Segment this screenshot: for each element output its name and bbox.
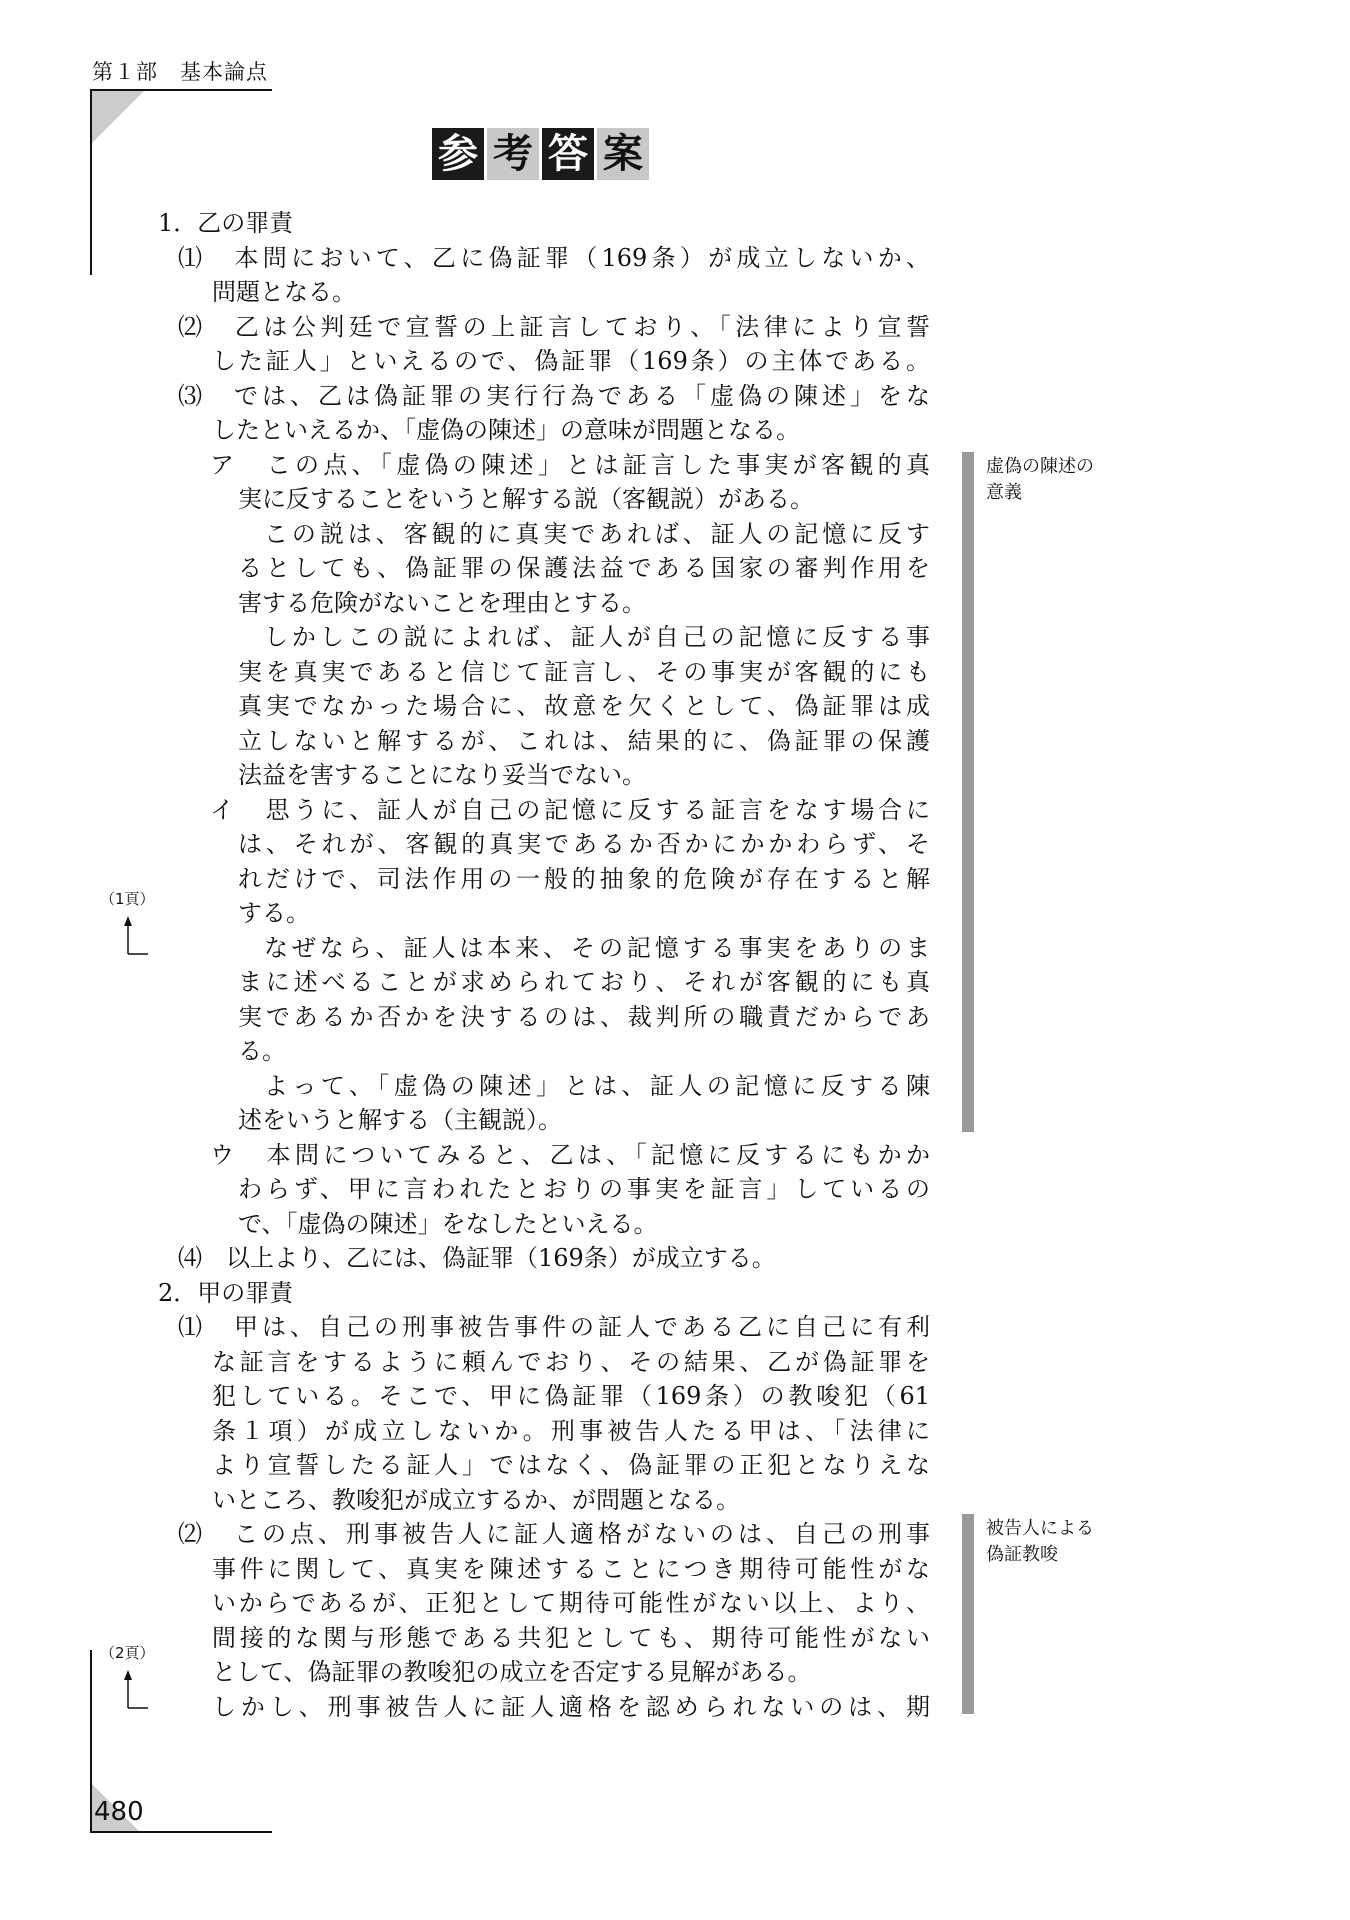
text-line: れだけで、司法作用の一般的抽象的危険が存在すると解 [238, 864, 930, 893]
side-note-1: 虚偽の陳述の 意義 [986, 456, 1094, 503]
text-line: は、それが、客観的真実であるか否かにかかわらず、そ [238, 830, 930, 858]
corner-mark-top [92, 91, 144, 143]
page-ref-1: （1頁） [100, 890, 155, 908]
text-line: ⑷ 以上より、乙には、偽証罪（169条）が成立する。 [178, 1244, 776, 1272]
text-line: わらず、甲に言われたとおりの事実を証言」しているの [238, 1175, 930, 1203]
text-line: しかしこの説によれば、証人が自己の記憶に反する事 [264, 623, 930, 651]
text-line: より宣誓したる証人」ではなく、偽証罪の正犯となりえな [212, 1451, 930, 1479]
side-note-bar [962, 1514, 974, 1714]
text-line: る。 [238, 1037, 286, 1065]
chapter-label: 基本論点 [180, 60, 268, 84]
text-line: したといえるか、「虚偽の陳述」の意味が問題となる。 [212, 416, 800, 444]
text-line: 法益を害することになり妥当でない。 [238, 761, 646, 789]
text-line: 犯している。そこで、甲に偽証罪（169条）の教唆犯（61 [212, 1382, 930, 1410]
text-line: 事件に関して、真実を陳述することにつき期待可能性がな [212, 1554, 930, 1583]
text-line: ⑵ 乙は公判廷で宣誓の上証言しており、「法律により宣誓 [178, 312, 930, 341]
text-line: まに述べることが求められており、それが客観的にも真 [238, 968, 930, 996]
text-line: ⑶ では、乙は偽証罪の実行行為である「虚偽の陳述」をな [178, 381, 930, 410]
part-label: 第１部 [92, 60, 158, 84]
page-ref-2: （2頁） [100, 1644, 155, 1662]
text-line: する。 [238, 899, 310, 927]
page-ref-arrow-icon [124, 1670, 148, 1710]
answer-body [150, 206, 930, 1724]
text-line: で、「虚偽の陳述」をなしたといえる。 [238, 1209, 658, 1238]
text-line: イ 思うに、証人が自己の記憶に反する証言をなす場合に [210, 795, 930, 824]
text-line: した証人」といえるので、偽証罪（169条）の主体である。 [212, 347, 930, 375]
text-line: ウ 本問についてみると、乙は、「記憶に反するにもかか [210, 1140, 930, 1169]
text-line: よって、「虚偽の陳述」とは、証人の記憶に反する陳 [264, 1071, 930, 1100]
text-line: 実を真実であると信じて証言し、その事実が客観的にも [238, 657, 930, 686]
text-line: 述をいうと解する（主観説）。 [238, 1106, 562, 1134]
title-char: 考 [487, 128, 539, 180]
text-line: 害する危険がないことを理由とする。 [238, 588, 646, 617]
title-char: 参 [432, 128, 484, 180]
running-header [92, 56, 268, 86]
text-line: ア この点、「虚偽の陳述」とは証言した事実が客観的真 [210, 450, 930, 479]
side-note-bar [962, 452, 974, 1132]
text-line: いからであるが、正犯として期待可能性がない以上、より、 [212, 1589, 930, 1617]
page-ref-arrow-icon [124, 916, 148, 956]
text-line: なぜなら、証人は本来、その記憶する事実をありのま [264, 933, 930, 962]
text-line: ⑴ 甲は、自己の刑事被告事件の証人である乙に自己に有利 [178, 1313, 930, 1341]
text-line: るとしても、偽証罪の保護法益である国家の審判作用を [238, 554, 930, 582]
text-line: しかし、刑事被告人に証人適格を認められないのは、期 [212, 1692, 930, 1721]
title-char: 案 [597, 128, 649, 180]
footer-rule [90, 1831, 272, 1833]
title-char: 答 [542, 128, 594, 180]
text-line: として、偽証罪の教唆犯の成立を否定する見解がある。 [212, 1658, 812, 1686]
text-line: 問題となる。 [212, 278, 356, 306]
text-line: この説は、客観的に真実であれば、証人の記憶に反す [264, 519, 930, 548]
text-line: 実に反することをいうと解する説（客観説）がある。 [238, 485, 814, 513]
text-line: 立しないと解するが、これは、結果的に、偽証罪の保護 [238, 726, 930, 755]
text-line: 1．乙の罪責 [158, 209, 294, 237]
text-line: 条１項）が成立しないか。刑事被告人たる甲は、「法律に [212, 1416, 930, 1445]
text-line: 2．甲の罪責 [158, 1278, 294, 1307]
text-line: 真実でなかった場合に、故意を欠くとして、偽証罪は成 [238, 692, 930, 720]
text-line: いところ、教唆犯が成立するか、が問題となる。 [212, 1485, 740, 1514]
text-line: 実であるか否かを決するのは、裁判所の職責だからであ [238, 1002, 930, 1031]
text-line: な証言をするように頼んでおり、その結果、乙が偽証罪を [212, 1347, 930, 1376]
side-note-2: 被告人による 偽証教唆 [986, 1518, 1094, 1565]
text-line: 間接的な関与形態である共犯としても、期待可能性がない [212, 1623, 930, 1652]
section-title [432, 128, 649, 180]
page-number: 480 [94, 1797, 144, 1827]
text-line: ⑴ 本問において、乙に偽証罪（169条）が成立しないか、 [178, 243, 930, 272]
text-line: ⑵ この点、刑事被告人に証人適格がないのは、自己の刑事 [178, 1520, 930, 1548]
